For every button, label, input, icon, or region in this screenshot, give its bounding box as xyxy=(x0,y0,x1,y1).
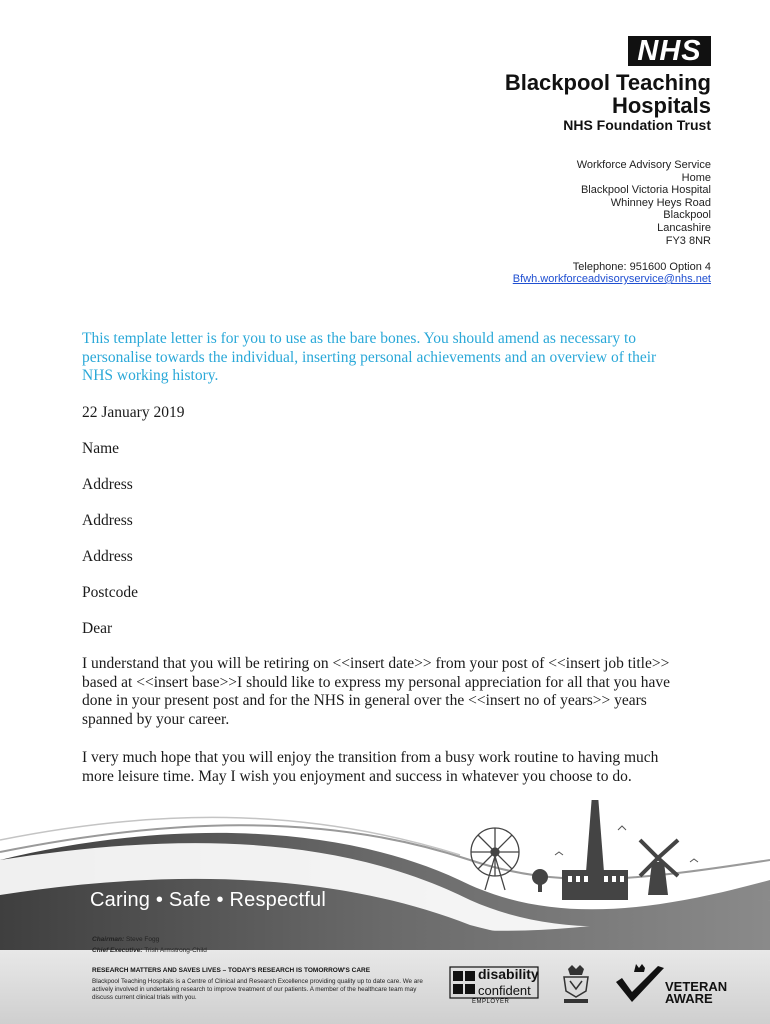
employer-text: EMPLOYER xyxy=(472,999,510,1005)
body-paragraph-1: I understand that you will be retiring on <<insert date>> from your post of <<insert job title>> based at <<insert base>>I should like to express my personal appreciation for all that you have done in your present post and for the NHS in general over the <<insert no of years>> years spanned by your career. xyxy=(82,655,671,728)
telephone: Telephone: 951600 Option 4 xyxy=(572,261,711,273)
ceo-name: Trish Armstrong-Child xyxy=(144,947,207,954)
chief-executive xyxy=(92,947,207,954)
address-line: Home xyxy=(681,171,711,184)
email-link[interactable]: Bfwh.workforceadvisoryservice@nhs.net xyxy=(512,273,711,285)
armed-forces-covenant-crest-icon xyxy=(558,963,594,1005)
org-name-line3: NHS Foundation Trust xyxy=(563,117,711,133)
ferris-wheel-icon xyxy=(471,828,519,890)
blackpool-tower-icon xyxy=(562,800,628,900)
org-name-line1: Blackpool Teaching xyxy=(504,70,711,95)
values-tagline: Caring • Safe • Respectful xyxy=(90,889,326,911)
disability-text: disability xyxy=(478,966,539,982)
windmill-icon xyxy=(640,840,678,895)
chairman xyxy=(92,936,159,943)
recipient-address-line: Address xyxy=(82,548,133,565)
body-paragraph-2: I very much hope that you will enjoy the transition from a busy work routine to having much more leisure time. May I wish you enjoyment and success in whatever you choose to do. xyxy=(82,749,659,785)
recipient-address-line: Address xyxy=(82,512,133,529)
veteran-aware-check-icon xyxy=(614,962,666,1006)
salutation: Dear xyxy=(82,620,113,637)
ceo-label: Chief Executive: xyxy=(92,947,143,954)
aware-text: AWARE xyxy=(665,991,713,1006)
template-instruction-note: This template letter is for you to use as the bare bones. You should amend as necessary to personalise towards the individual, inserting personal achievements and an overview of their NHS working history. xyxy=(82,330,657,384)
research-text: Blackpool Teaching Hospitals is a Centre of Clinical and Research Excellence providing quality up to date care. We are actively involved in undertaking research to improve treatment of our patients. A member of the healthcare team may discuss current clinical trials with you. xyxy=(92,978,423,1001)
sender-address xyxy=(577,159,711,247)
veteran-text: VETERAN xyxy=(665,979,728,994)
address-line: Blackpool xyxy=(663,209,711,222)
address-line: Blackpool Victoria Hospital xyxy=(580,184,711,197)
nhs-logo: NHS xyxy=(628,36,711,66)
chairman-name: Steve Fogg xyxy=(125,936,160,943)
research-heading: RESEARCH MATTERS AND SAVES LIVES – TODAY'S RESEARCH IS TOMORROW'S CARE xyxy=(92,967,371,974)
recipient-postcode: Postcode xyxy=(82,584,138,601)
address-line: FY3 8NR xyxy=(665,234,711,247)
address-line: Lancashire xyxy=(657,221,711,234)
recipient-name: Name xyxy=(82,440,120,457)
chairman-label: Chairman: xyxy=(92,936,125,943)
address-line: Whinney Heys Road xyxy=(610,196,711,209)
birds-icon xyxy=(555,826,698,862)
org-name-line2: Hospitals xyxy=(611,93,711,118)
confident-text: confident xyxy=(478,983,531,998)
letter-date: 22 January 2019 xyxy=(82,404,185,421)
address-line: Workforce Advisory Service xyxy=(576,159,711,171)
tree-icon xyxy=(532,869,548,892)
recipient-address-line: Address xyxy=(82,476,133,493)
